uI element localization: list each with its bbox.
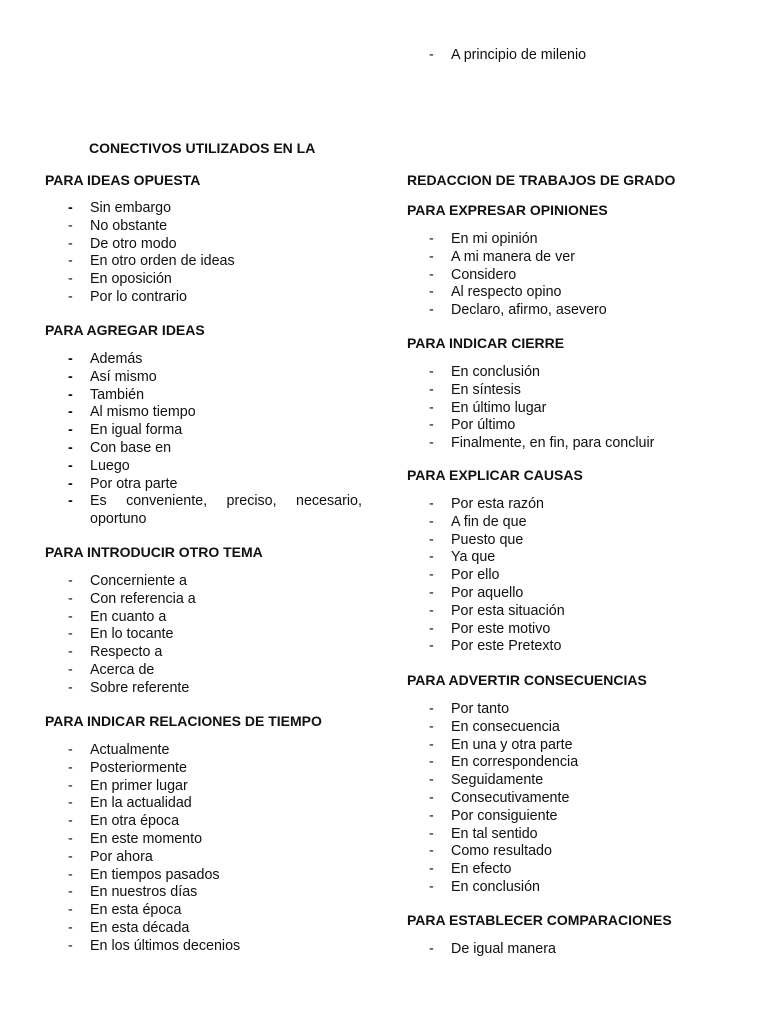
section-heading: PARA ESTABLECER COMPARACIONES bbox=[407, 912, 672, 928]
list-item: - En nuestros días bbox=[68, 884, 198, 901]
list-item: - En conclusión bbox=[429, 364, 541, 380]
document-title-continued: REDACCION DE TRABAJOS DE GRADO bbox=[407, 172, 676, 188]
list-item: - Al mismo tiempo bbox=[68, 404, 196, 421]
list-item: - Al respecto opino bbox=[429, 284, 562, 301]
list-item: - También bbox=[68, 386, 145, 403]
list-item: - En conclusión bbox=[429, 878, 541, 895]
list-item: - En otra época bbox=[68, 813, 180, 830]
list-item: - Por lo contrario bbox=[68, 288, 187, 305]
list-item: - Por ello bbox=[429, 567, 500, 584]
list-item: - En una y otra parte bbox=[429, 736, 573, 753]
top-list bbox=[429, 47, 586, 65]
list-item: - Además bbox=[68, 351, 143, 367]
list-item: - Puesto que bbox=[429, 531, 524, 548]
list-item: - Así mismo bbox=[68, 368, 157, 385]
list-item: - En lo tocante bbox=[68, 626, 174, 643]
section-heading: PARA EXPRESAR OPINIONES bbox=[407, 202, 608, 218]
list-item: - Posteriormente bbox=[68, 759, 187, 776]
section-heading: PARA IDEAS OPUESTA bbox=[45, 172, 201, 188]
list-item: - Luego bbox=[68, 457, 130, 474]
list-item: - Actualmente bbox=[68, 742, 170, 758]
list-item: - Es conveniente, preciso, necesario, oportuno bbox=[68, 493, 362, 528]
section-heading: PARA EXPLICAR CAUSAS bbox=[407, 467, 583, 483]
list-item: - En síntesis bbox=[429, 381, 521, 398]
list-item: - Seguidamente bbox=[429, 772, 544, 789]
list-item: - Sobre referente bbox=[68, 679, 190, 696]
list-item: - En mi opinión bbox=[429, 231, 538, 247]
list-item: - En igual forma bbox=[68, 422, 183, 439]
list-item: - En la actualidad bbox=[68, 795, 192, 812]
list-item: - Por aquello bbox=[429, 584, 524, 601]
list-item: - En tiempos pasados bbox=[68, 866, 220, 883]
list-item: - A mi manera de ver bbox=[429, 248, 575, 265]
list-item: - En tal sentido bbox=[429, 825, 538, 842]
list-item: - A principio de milenio bbox=[429, 47, 587, 63]
list-item: - En correspondencia bbox=[429, 754, 579, 771]
list-item: - No obstante bbox=[68, 217, 168, 234]
list-item: - De otro modo bbox=[68, 235, 177, 252]
section-heading: PARA AGREGAR IDEAS bbox=[45, 322, 205, 338]
document-title: CONECTIVOS UTILIZADOS EN LA bbox=[89, 140, 316, 156]
list-item: - En consecuencia bbox=[429, 718, 560, 735]
list-item: - En último lugar bbox=[429, 399, 547, 416]
list-item: - Con base en bbox=[68, 439, 172, 456]
list-item: - Por otra parte bbox=[68, 475, 178, 492]
justified-line: Es conveniente, preciso, necesario, bbox=[90, 493, 362, 510]
list-item: - Sin embargo bbox=[68, 200, 172, 216]
list-item: - Finalmente, en fin, para concluir bbox=[429, 435, 655, 452]
section-list bbox=[429, 364, 654, 453]
list-item: - Con referencia a bbox=[68, 590, 196, 607]
list-item-text: A principio de milenio bbox=[451, 47, 587, 63]
list-item: - Por esta razón bbox=[429, 496, 544, 512]
list-item: - Por este motivo bbox=[429, 620, 551, 637]
list-item: - Acerca de bbox=[68, 661, 155, 678]
list-item: - Por consiguiente bbox=[429, 807, 558, 824]
list-item: - Considero bbox=[429, 266, 517, 283]
list-item: - Concerniente a bbox=[68, 573, 187, 589]
list-item: - Por este Pretexto bbox=[429, 638, 562, 655]
list-item: - En oposición bbox=[68, 271, 172, 288]
section-list bbox=[429, 231, 607, 320]
section-heading: PARA INTRODUCIR OTRO TEMA bbox=[45, 544, 263, 560]
list-item: - En los últimos decenios bbox=[68, 937, 241, 954]
section-list bbox=[429, 496, 565, 656]
list-item: - En esta época bbox=[68, 902, 182, 919]
section-list bbox=[429, 941, 556, 959]
list-item: - En esta década bbox=[68, 919, 190, 936]
list-item: - En otro orden de ideas bbox=[68, 253, 235, 270]
list-item: - Por esta situación bbox=[429, 602, 565, 619]
list-item: - Por último bbox=[429, 417, 516, 434]
section-list bbox=[68, 200, 235, 307]
list-item: - Por ahora bbox=[68, 848, 153, 865]
list-item: - En efecto bbox=[429, 861, 512, 878]
section-heading: PARA INDICAR RELACIONES DE TIEMPO bbox=[45, 713, 322, 729]
section-list bbox=[68, 742, 240, 956]
list-item: - Consecutivamente bbox=[429, 789, 570, 806]
section-heading: PARA INDICAR CIERRE bbox=[407, 335, 565, 351]
list-item: - En este momento bbox=[68, 830, 203, 847]
list-item: - Ya que bbox=[429, 549, 496, 566]
list-item: - Como resultado bbox=[429, 843, 552, 860]
section-list bbox=[68, 351, 362, 529]
section-list bbox=[429, 701, 578, 897]
list-item: - De igual manera bbox=[429, 941, 556, 957]
list-item: - A fin de que bbox=[429, 513, 527, 530]
list-item: - En primer lugar bbox=[68, 777, 188, 794]
list-item: - Respecto a bbox=[68, 644, 163, 661]
section-list bbox=[68, 573, 196, 698]
list-item: - Declaro, afirmo, asevero bbox=[429, 302, 607, 319]
section-heading: PARA ADVERTIR CONSECUENCIAS bbox=[407, 672, 647, 688]
list-item: - Por tanto bbox=[429, 701, 510, 717]
list-item: - En cuanto a bbox=[68, 608, 167, 625]
